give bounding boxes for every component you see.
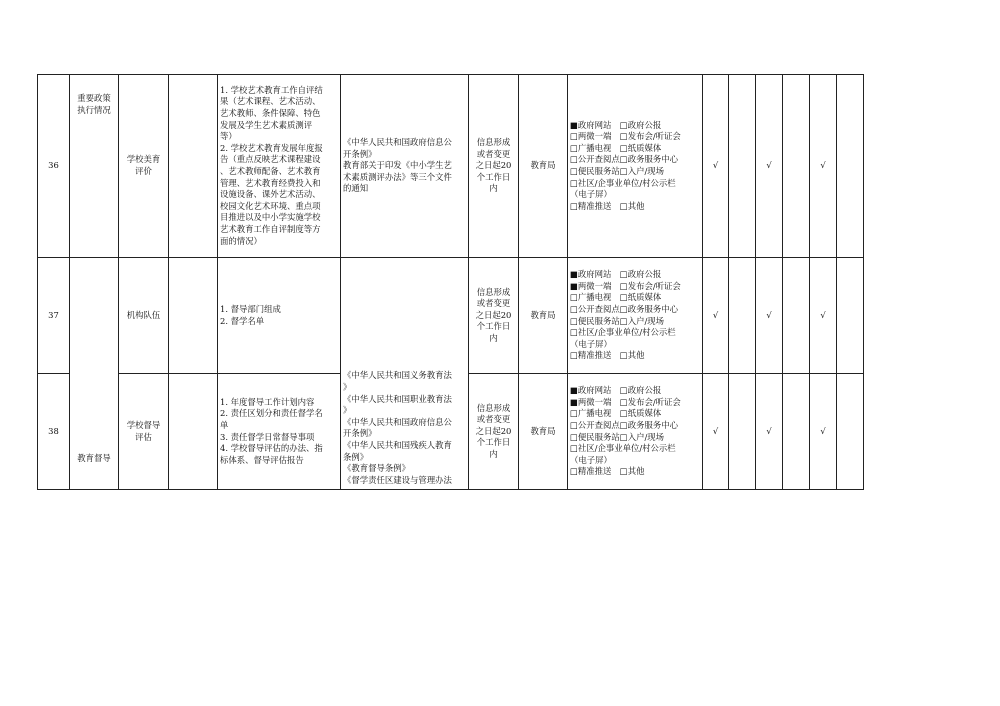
check-cell: √ — [756, 258, 783, 374]
disclosure-table — [37, 74, 864, 490]
check-cell: √ — [703, 75, 729, 258]
check-cell: √ — [703, 258, 729, 374]
row-number: 38 — [38, 374, 70, 490]
item-cell: 学校督导 评估 — [119, 374, 169, 490]
check-cell — [783, 374, 810, 490]
row-number: 37 — [38, 258, 70, 374]
subject-cell: 教育局 — [519, 75, 568, 258]
check-cell: √ — [703, 374, 729, 490]
check-cell: √ — [810, 374, 837, 490]
check-cell: √ — [810, 258, 837, 374]
subject-cell: 教育局 — [519, 258, 568, 374]
content-cell: 1. 学校艺术教育工作自评结 果（艺术课程、艺术活动、 艺术教师、条件保障、特色 发展及学生艺术素质测评 等） 2. 学校艺术教育发展年度报 告（重点反映艺术课程建设 、艺术教师配备、艺术教育 管理、艺术教育经费投入和 设施设备、课外艺术活动、 校园文化艺术环境、重点项 目推进以及中小学实施学校 艺术教育工作自评制度等方 面的情况） — [218, 75, 341, 258]
check-cell: √ — [810, 75, 837, 258]
item-cell: 机构队伍 — [119, 258, 169, 374]
basis-cell: 《中华人民共和国政府信息公 开条例》 教育部关于印发《中小学生艺 术素质测评办法》等三个文件 的通知 — [341, 75, 469, 258]
content-cell: 1. 督导部门组成 2. 督学名单 — [218, 258, 341, 374]
basis-text: 《中华人民共和国义务教育法 》 《中华人民共和国职业教育法 》 《中华人民共和国政府信息公 开条例》 《中华人民共和国残疾人教育 条例》 《教育督导条例》 《督学责任区建设与管理办法 — [343, 370, 452, 485]
time-limit-cell: 信息形成 或者变更 之日起20 个工作日 内 — [469, 258, 519, 374]
content-cell: 1. 年度督导工作计划内容 2. 责任区划分和责任督学名 单 3. 责任督学日常督导事项 4. 学校督导评估的办法、指 标体系、督导评估报告 — [218, 374, 341, 490]
item-cell: 学校美育 评价 — [119, 75, 169, 258]
empty-cell — [169, 75, 218, 258]
check-cell: √ — [756, 75, 783, 258]
time-limit-cell: 信息形成 或者变更 之日起20 个工作日 内 — [469, 75, 519, 258]
channels-cell: ■政府网站 □政府公报 ■两微一端 □发布会/听证会 □广播电视 □纸质媒体 □公开查阅点□政务服务中心 □便民服务站□入户/现场 □社区/企事业单位/村公示栏 （电子屏） □精准推送 □其他 — [568, 258, 703, 374]
check-cell — [837, 374, 864, 490]
channels-cell: ■政府网站 □政府公报 □两微一端 □发布会/听证会 □广播电视 □纸质媒体 □公开查阅点□政务服务中心 □便民服务站□入户/现场 □社区/企事业单位/村公示栏 （电子屏） □精准推送 □其他 — [568, 75, 703, 258]
category-cell: 教育督导 — [70, 258, 119, 490]
check-cell — [783, 75, 810, 258]
basis-cell — [341, 258, 469, 490]
check-cell — [729, 75, 756, 258]
subject-cell: 教育局 — [519, 374, 568, 490]
check-cell — [837, 75, 864, 258]
empty-cell — [169, 258, 218, 374]
check-cell — [729, 258, 756, 374]
table-row — [38, 258, 864, 374]
check-cell: √ — [756, 374, 783, 490]
check-cell — [729, 374, 756, 490]
channels-cell: ■政府网站 □政府公报 ■两微一端 □发布会/听证会 □广播电视 □纸质媒体 □公开查阅点□政务服务中心 □便民服务站□入户/现场 □社区/企事业单位/村公示栏 （电子屏） □精准推送 □其他 — [568, 374, 703, 490]
check-cell — [837, 258, 864, 374]
table-row — [38, 75, 864, 258]
check-cell — [783, 258, 810, 374]
category-cell: 重要政策 执行情况 — [70, 75, 119, 258]
row-number: 36 — [38, 75, 70, 258]
time-limit-cell: 信息形成 或者变更 之日起20 个工作日 内 — [469, 374, 519, 490]
empty-cell — [169, 374, 218, 490]
